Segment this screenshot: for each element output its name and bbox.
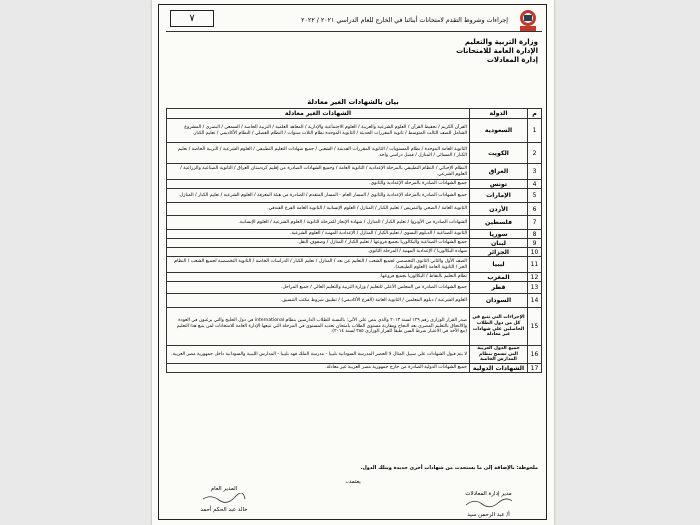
row-certificates: النظام الإحيائي / النظام التطبيقي بالمرحلة الإعدادية / الثانوية العامة / وجميع الشهادات الصادرة من إقليم كردستان العراق / الثانوية الصناعية والزراعية / العلوم الشرعي. — [167, 164, 470, 180]
row-country: جميع الدول العربية التي تسمح بنظام المدارس الخاصة — [470, 346, 528, 364]
table-row — [167, 119, 542, 143]
col-header-num: م — [528, 109, 542, 119]
row-certificates: جميع الشهادات الدولية الصادرة من خارج جمهورية مصر العربية غير معادلة. — [167, 364, 470, 373]
table-row — [167, 189, 542, 203]
row-number: 15 — [528, 308, 542, 346]
document-page — [152, 0, 554, 525]
row-country: لبنان — [470, 239, 528, 248]
ministry-block — [456, 38, 538, 65]
row-country: الإجراءات التي تتبع في كل من دول الطلاب الحاصلين على شهادات غير معادلة — [470, 308, 528, 346]
table-row — [167, 248, 542, 257]
row-number: 3 — [528, 164, 542, 180]
signature-scribble-right — [464, 498, 514, 508]
row-country: السودان — [470, 294, 528, 308]
signature-left-title: المدير العام — [210, 486, 238, 492]
col-header-certs: الشهادات الغير معادلة — [167, 109, 470, 119]
table-row — [167, 203, 542, 216]
row-country: تونس — [470, 180, 528, 189]
row-number: 13 — [528, 282, 542, 294]
table-row — [167, 257, 542, 273]
signature-left-name: خالد عبد الحكم أحمد — [200, 507, 248, 513]
footnote: ملحوظة: بالإضافة إلى ما يستحدث من شهادات أخرى جديدة وبتلك الدول. — [360, 465, 538, 471]
row-certificates: الثانوية العامة / الصحي والتمريض / تعليم الكبار / المنازل / العلوم الإنسانية / الثانوية العامة الفرع الفندقي. — [167, 203, 470, 216]
table-row — [167, 143, 542, 164]
certificates-table — [166, 108, 542, 373]
row-certificates: جميع الشهادات الصادرة بالمرحلة الإعدادية والثانوي. — [167, 180, 470, 189]
row-number: 14 — [528, 294, 542, 308]
row-country: الكويت — [470, 143, 528, 164]
header-divider — [166, 31, 542, 32]
header-title: إجراءات وشروط التقدم لامتحانات أبنائنا في الخارج للعام الدراسي ٢٠٢١ / ٢٠٢٢ — [301, 17, 508, 24]
ministry-line-3: إدارة المعادلات — [486, 56, 538, 64]
row-country: الشهادات الدولية — [470, 364, 528, 373]
page-number: ٧ — [170, 10, 214, 27]
signature-left — [178, 485, 270, 514]
row-number: 11 — [528, 257, 542, 273]
col-header-country: الدولة — [470, 109, 528, 119]
row-country: ليبيا — [470, 257, 528, 273]
row-country: الأردن — [470, 203, 528, 216]
row-number: 10 — [528, 248, 542, 257]
table-row — [167, 216, 542, 230]
row-number: 9 — [528, 239, 542, 248]
row-certificates: الثانوية العامة الموحدة / نظام المستويات / الثانوية المقررات القديمة / الشعبي / جميع شهادات التعليم التطبيقي / العلوم الشرعية / التربية الخاصة / تعليم الكبار / المسائي / المنازل / فصل دراسي واحد. — [167, 143, 470, 164]
table-row — [167, 364, 542, 373]
row-country: الجزائر — [470, 248, 528, 257]
row-certificates: الشهادات الصادرة من الأونروا / تعليم الكبار / المنازل / شهادة الإنجاز للمرحلة الثانوية / العلوم الشرعية / العلوم الإنسانية. — [167, 216, 470, 230]
row-certificates: الصف الأول والثاني الثانوي التخصصي لجميع الشعب / التعليم عن بعد / المنازل / تعليم الكبار / الدراسات الخاصة / الثانوية التخصصية لجميع الشعب / النظام الحر / الثانوية العامة (العلوم الطبيعية). — [167, 257, 470, 273]
row-country: قطر — [470, 282, 528, 294]
row-certificates: لا يتم قبول الشهادات على سبيل المثال لا الحصر المدرسة السودانية بليبيا - مدرسة الملك فهد بليبيا - المدارس الليبية والسودانية داخل جمهورية مصر العربية. — [167, 346, 470, 364]
row-country: السعودية — [470, 119, 528, 143]
table-row — [167, 294, 542, 308]
row-number: 12 — [528, 273, 542, 282]
signature-right — [441, 490, 536, 519]
row-number: 5 — [528, 189, 542, 203]
row-number: 4 — [528, 180, 542, 189]
table-row — [167, 164, 542, 180]
table-row — [167, 282, 542, 294]
table-row — [167, 308, 542, 346]
table-row — [167, 273, 542, 282]
row-country: المغرب — [470, 273, 528, 282]
row-number: 7 — [528, 216, 542, 230]
row-certificates: نظام التعليم بالنقاط / البكالوريا بجميع فروعها. — [167, 273, 470, 282]
row-country: الإمارات — [470, 189, 528, 203]
row-certificates: الثانوية الصناعية / الدبلوم النسوي / تعليم الكبار / المنازل / الإعدادية المهنية / العلوم الشرعية. — [167, 230, 470, 239]
row-number: 8 — [528, 230, 542, 239]
row-number: 1 — [528, 119, 542, 143]
row-number: 6 — [528, 203, 542, 216]
row-certificates: القرآن الكريم / تحفيظ القرآن / العلوم الشرعية والعربية / العلوم الاجتماعية والإدارية / المعاهد العلمية / التربية الخاصة / السمعي / البصري / المشروع الشامل للصف الثالث المتوسط / ثانوية المقررات الحديثة / الثانوية الموحدة نظام الثلاث سنوات / النظام الفصلي / النظام الأكاديمي / تعليم الكبار. — [167, 119, 470, 143]
row-certificates: جميع الشهادات الصادرة بالمرحلة الإعدادية والثانوي / المسار العام - المسار المتقدم / الصادرة من هيئة المعرفة / العلوم الشرعية / تعليم الكبار / المنازل. — [167, 189, 470, 203]
closing-text: يعتمد،، — [345, 479, 361, 485]
signature-scribble-left — [199, 493, 249, 503]
row-certificates: جميع الشهادات الصادرة من المجلس الأعلى للتعليم / وزارة التربية والتعليم العالي / جميع المراحل. — [167, 282, 470, 294]
row-certificates: العلوم الشرعية / دبلوم المعلمين / الثانوية العامة (الفرع الأكاديمي) / تطبيق شروط مكتب التنسيق. — [167, 294, 470, 308]
table-body — [167, 119, 542, 373]
signature-right-title: مدير إدارة المعادلات — [465, 491, 512, 497]
ministry-line-1: وزارة التربية والتعليم — [464, 38, 538, 46]
row-number: 17 — [528, 364, 542, 373]
document-subtitle: بيان بالشهادات الغير معادلة — [307, 98, 399, 106]
ministry-line-2: الإدارة العامة للامتحانات — [456, 47, 538, 55]
row-country: فلسطين — [470, 216, 528, 230]
table-row — [167, 346, 542, 364]
row-number: 2 — [528, 143, 542, 164]
row-certificates: شهادة البكالوريا / الإعدادية المهنية / المرحلة الثانوي. — [167, 248, 470, 257]
signature-right-name: أ/ عبد الرحمن سيد — [467, 512, 510, 518]
table-row — [167, 239, 542, 248]
row-number: 16 — [528, 346, 542, 364]
table-row — [167, 230, 542, 239]
row-certificates: صدر القرار الوزاري رقم ١٢٩ لسنة ٢٠١٣ والذي ينص على الآتي: بالنسبة للطلاب الدارسين بنظام international في دول الخليج والتي يرغبون في العودة والالتحاق بالتعليم المصري بعد النجاح ومقارنة مستوى الطلاب بامتحان تحديد المستوى في المرحلة التي تتبعها الإدارة العامة للامتحانات لمن يتبع هذا التعليم (مع الأخذ في الاعتبار شرط السن طبقاً للقرار الوزاري ٢٨٥ لسنة ٢٠١٤). — [167, 308, 470, 346]
row-certificates: جميع الشهادات الصناعية والبكالوريا بجميع فروعها / تعليم الكبار / المنازل / وصفوف النقل. — [167, 239, 470, 248]
table-header-row — [167, 109, 542, 119]
table-row — [167, 180, 542, 189]
row-country: سوريا — [470, 230, 528, 239]
row-country: العراق — [470, 164, 528, 180]
